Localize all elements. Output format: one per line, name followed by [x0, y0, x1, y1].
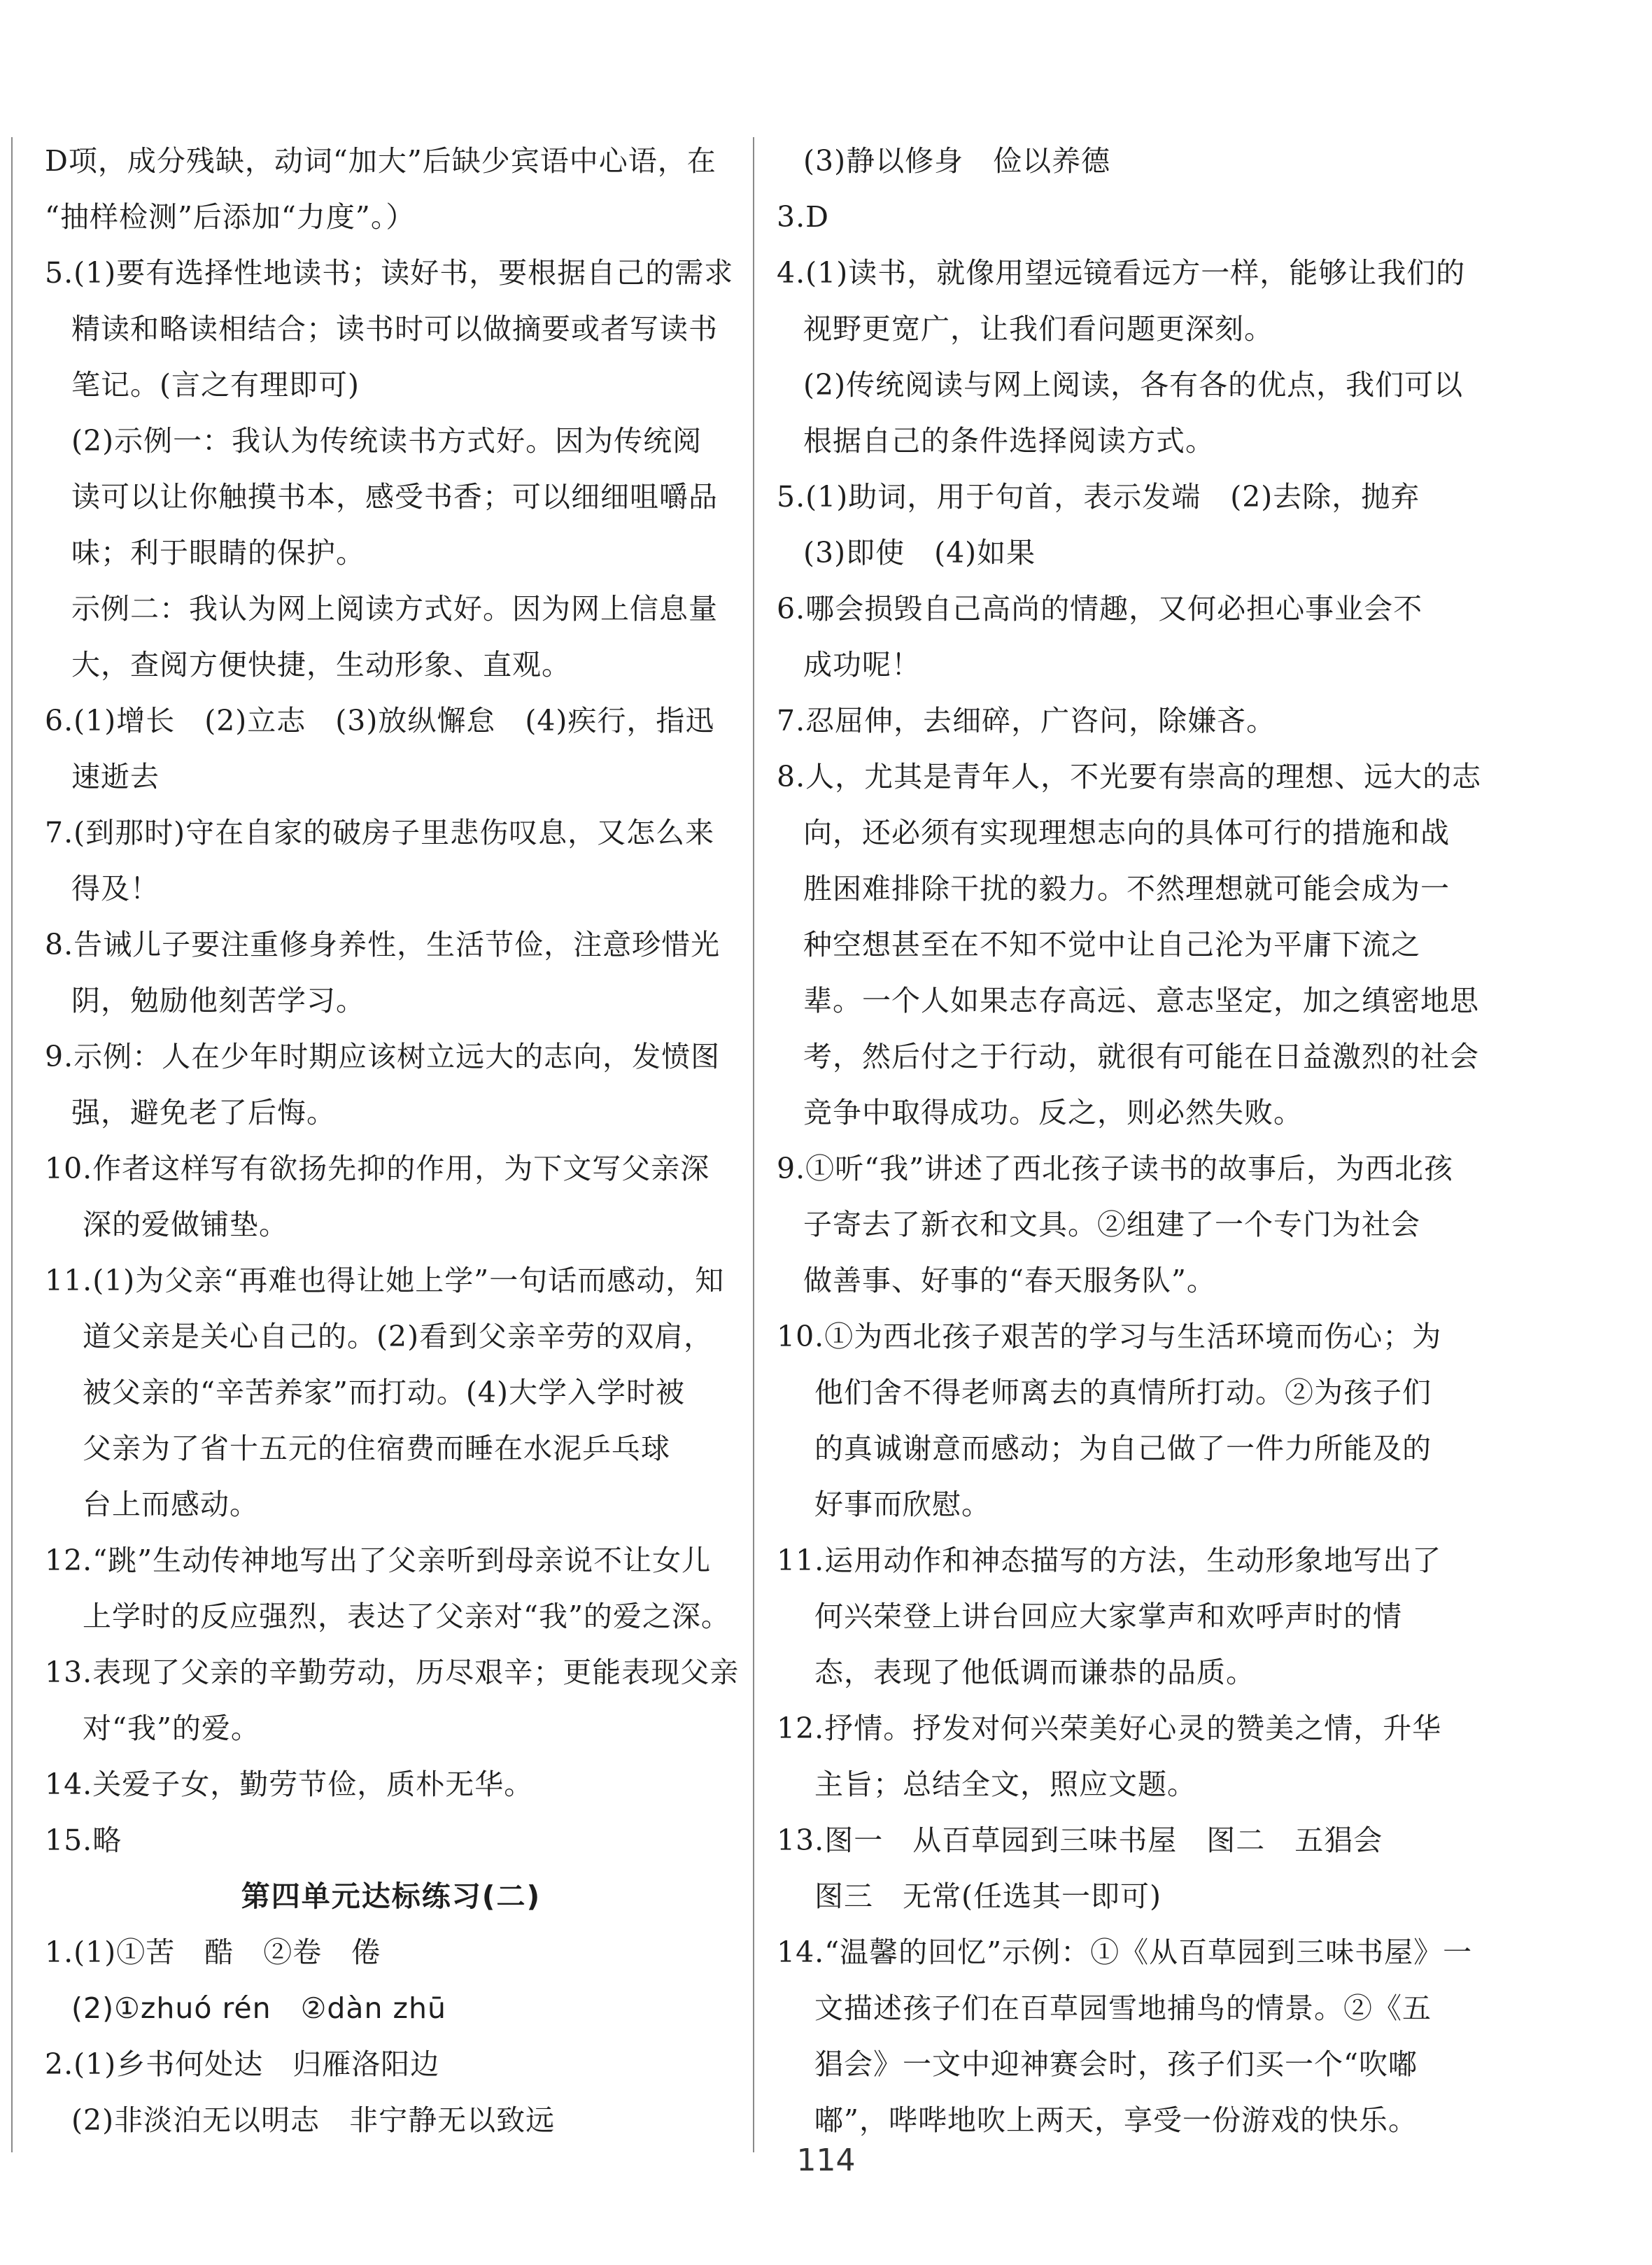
text-line: 深的爱做铺垫。 — [83, 1208, 288, 1241]
text-line: (2)非淡泊无以明志 非宁静无以致远 — [71, 2103, 556, 2137]
text-line: 辈。一个人如果志存高远、意志坚定，加之缜密地思 — [803, 984, 1479, 1017]
answer-14: 14.关爱子女，勤劳节俭，质朴无华。 — [45, 1767, 534, 1801]
answer-5: 5.(1)助词，用于句首，表示发端 (2)去除，抛弃 — [777, 480, 1420, 514]
answer-12: 12.抒情。抒发对何兴荣美好心灵的赞美之情，升华 — [777, 1712, 1442, 1745]
left-margin-rule — [11, 137, 13, 2152]
answer-7: 7.忍屈伸，去细碎，广咨问，除嫌吝。 — [777, 704, 1276, 738]
text-line: 台上而感动。 — [83, 1488, 259, 1521]
text-line: (3)静以修身 俭以养德 — [803, 144, 1111, 178]
text-line: 味；利于眼睛的保护。 — [71, 536, 365, 570]
text-line: 做善事、好事的“春天服务队”。 — [803, 1264, 1216, 1297]
answer-10: 10.①为西北孩子艰苦的学习与生活环境而伤心；为 — [777, 1320, 1442, 1353]
page-number: 114 — [796, 2143, 856, 2178]
section-heading: 第四单元达标练习(二) — [241, 1879, 542, 1913]
text-line: 对“我”的爱。 — [83, 1712, 260, 1745]
text-line: 竞争中取得成功。反之，则必然失败。 — [803, 1096, 1303, 1129]
text-line: 根据自己的条件选择阅读方式。 — [803, 424, 1215, 458]
left-column — [45, 133, 740, 2148]
answer-11: 11.(1)为父亲“再难也得让她上学”一句话而感动，知 — [45, 1264, 725, 1297]
answer-3: 3.D — [777, 200, 829, 234]
text-line: 视野更宽广，让我们看问题更深刻。 — [803, 312, 1273, 346]
text-line: (3)即使 (4)如果 — [803, 536, 1036, 570]
text-line: 上学时的反应强烈，表达了父亲对“我”的爱之深。 — [83, 1600, 730, 1633]
text-line: 图三 无常(任选其一即可) — [814, 1879, 1162, 1913]
answer-12: 12.“跳”生动传神地写出了父亲听到母亲说不让女儿 — [45, 1544, 712, 1577]
text-line: 强，避免老了后悔。 — [71, 1096, 336, 1129]
text-line: 嘟”，哔哔地吹上两天，享受一份游戏的快乐。 — [814, 2103, 1418, 2137]
text-line: 得及！ — [71, 872, 160, 905]
text-line: 的真诚谢意而感动；为自己做了一件力所能及的 — [814, 1432, 1432, 1465]
answer-7: 7.(到那时)守在自家的破房子里悲伤叹息，又怎么来 — [45, 816, 715, 849]
answer-11: 11.运用动作和神态描写的方法，生动形象地写出了 — [777, 1544, 1442, 1577]
answer-10: 10.作者这样写有欲扬先抑的作用，为下文写父亲深 — [45, 1152, 710, 1185]
answer-6: 6.(1)增长 (2)立志 (3)放纵懈怠 (4)疾行，指迅 — [45, 704, 715, 738]
column-divider — [753, 137, 754, 2152]
text-line: 胜困难排除干扰的毅力。不然理想就可能会成为一 — [803, 872, 1450, 905]
text-line: 文描述孩子们在百草园雪地捕鸟的情景。②《五 — [814, 1991, 1432, 2025]
text-line: 大，查阅方便快捷，生动形象、直观。 — [71, 648, 571, 682]
text-line: 好事而欣慰。 — [814, 1488, 991, 1521]
text-line: 主旨；总结全文，照应文题。 — [814, 1767, 1196, 1801]
right-column — [777, 133, 1482, 2148]
text-line: 精读和略读相结合；读书时可以做摘要或者写读书 — [71, 312, 718, 346]
text-line: 道父亲是关心自己的。(2)看到父亲辛劳的双肩， — [83, 1320, 714, 1353]
answer-1: 1.(1)①苦 酷 ②卷 倦 — [45, 1935, 381, 1969]
answer-8: 8.人，尤其是青年人，不光要有崇高的理想、远大的志 — [777, 760, 1482, 793]
answer-9: 9.①听“我”讲述了西北孩子读书的故事后，为西北孩 — [777, 1152, 1454, 1185]
text-line: 考，然后付之于行动，就很有可能在日益激烈的社会 — [803, 1040, 1479, 1073]
answer-14: 14.“温馨的回忆”示例：①《从百草园到三味书屋》一 — [777, 1935, 1473, 1969]
answer-9: 9.示例：人在少年时期应该树立远大的志向，发愤图 — [45, 1040, 721, 1073]
text-line: 他们舍不得老师离去的真情所打动。②为孩子们 — [814, 1376, 1432, 1409]
answer-13: 13.表现了父亲的辛勤劳动，历尽艰辛；更能表现父亲 — [45, 1656, 740, 1689]
text-line: 父亲为了省十五元的住宿费而睡在水泥乒乓球 — [83, 1432, 670, 1465]
text-line: 示例二：我认为网上阅读方式好。因为网上信息量 — [71, 592, 718, 626]
text-line: 被父亲的“辛苦养家”而打动。(4)大学入学时被 — [83, 1376, 685, 1409]
text-line: “抽样检测”后添加“力度”。） — [45, 200, 416, 234]
text-line: D项，成分残缺，动词“加大”后缺少宾语中心语，在 — [45, 144, 716, 178]
text-line: 何兴荣登上讲台回应大家掌声和欢呼声时的情 — [814, 1600, 1402, 1633]
text-line: 阴，勉励他刻苦学习。 — [71, 984, 365, 1017]
text-line: 向，还必须有实现理想志向的具体可行的措施和战 — [803, 816, 1450, 849]
text-line: 种空想甚至在不知不觉中让自己沦为平庸下流之 — [803, 928, 1420, 961]
answer-13: 13.图一 从百草园到三味书屋 图二 五猖会 — [777, 1823, 1383, 1857]
answer-4: 4.(1)读书，就像用望远镜看远方一样，能够让我们的 — [777, 256, 1466, 290]
answer-2: 2.(1)乡书何处达 归雁洛阳边 — [45, 2047, 440, 2081]
answer-6: 6.哪会损毁自己高尚的情趣，又何必担心事业会不 — [777, 592, 1423, 626]
pinyin-line: (2)①zhuó rén ②dàn zhū — [71, 1991, 447, 2025]
text-line: 成功呢！ — [803, 648, 921, 682]
text-line: 态，表现了他低调而谦恭的品质。 — [814, 1656, 1255, 1689]
answer-5: 5.(1)要有选择性地读书；读好书，要根据自己的需求 — [45, 256, 734, 290]
answer-15: 15.略 — [45, 1823, 122, 1857]
text-line: 猖会》一文中迎神赛会时，孩子们买一个“吹嘟 — [814, 2047, 1418, 2081]
text-line: (2)传统阅读与网上阅读，各有各的优点，我们可以 — [803, 368, 1464, 402]
text-line: 速逝去 — [71, 760, 160, 793]
text-line: (2)示例一：我认为传统读书方式好。因为传统阅 — [71, 424, 703, 458]
answer-8: 8.告诫儿子要注重修身养性，生活节俭，注意珍惜光 — [45, 928, 721, 961]
text-line: 子寄去了新衣和文具。②组建了一个专门为社会 — [803, 1208, 1420, 1241]
text-line: 笔记。(言之有理即可) — [71, 368, 360, 402]
text-line: 读可以让你触摸书本，感受书香；可以细细咀嚼品 — [71, 480, 718, 514]
